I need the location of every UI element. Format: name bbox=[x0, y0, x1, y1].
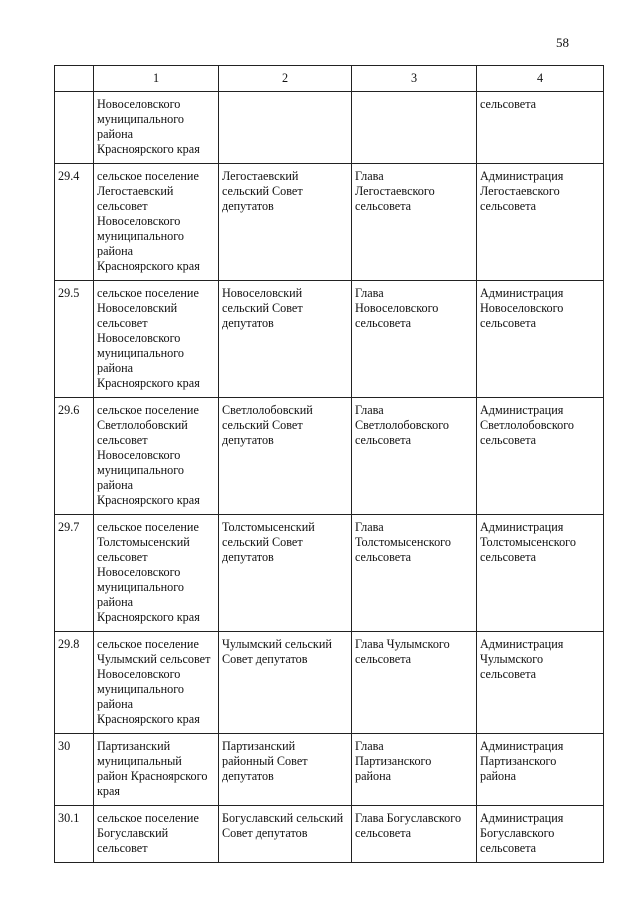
head-cell: Глава Новоселовского сельсовета bbox=[352, 281, 477, 398]
municipality-name-cell: сельское поселение Толстомысенский сельсовет Новоселовского муниципального района Красноярского края bbox=[94, 515, 219, 632]
administration-cell: сельсовета bbox=[477, 92, 604, 164]
header-cell-2: 2 bbox=[219, 66, 352, 92]
head-cell: Глава Чулымского сельсовета bbox=[352, 632, 477, 734]
row-number-cell bbox=[55, 92, 94, 164]
table-header-row bbox=[55, 66, 604, 92]
header-cell-1: 1 bbox=[94, 66, 219, 92]
page-number: 58 bbox=[556, 35, 569, 50]
row-number-cell: 29.6 bbox=[55, 398, 94, 515]
row-number-cell: 30 bbox=[55, 734, 94, 806]
head-cell: Глава Светлолобовского сельсовета bbox=[352, 398, 477, 515]
municipality-name-cell: сельское поселение Легостаевский сельсовет Новоселовского муниципального района Красноярского края bbox=[94, 164, 219, 281]
council-cell: Новоселовский сельский Совет депутатов bbox=[219, 281, 352, 398]
table-row bbox=[55, 632, 604, 734]
row-number-cell: 29.5 bbox=[55, 281, 94, 398]
administration-cell: Администрация Партизанского района bbox=[477, 734, 604, 806]
municipality-name-cell: сельское поселение Чулымский сельсовет Новоселовского муниципального района Красноярского края bbox=[94, 632, 219, 734]
municipality-name-cell: Партизанский муниципальный район Красноярского края bbox=[94, 734, 219, 806]
row-number-cell: 29.4 bbox=[55, 164, 94, 281]
row-number-cell: 30.1 bbox=[55, 806, 94, 863]
table-row bbox=[55, 806, 604, 863]
administration-cell: Администрация Богуславского сельсовета bbox=[477, 806, 604, 863]
council-cell: Богуславский сельский Совет депутатов bbox=[219, 806, 352, 863]
table-row bbox=[55, 515, 604, 632]
administration-cell: Администрация Новоселовского сельсовета bbox=[477, 281, 604, 398]
municipal-bodies-table bbox=[54, 65, 604, 863]
administration-cell: Администрация Толстомысенского сельсовета bbox=[477, 515, 604, 632]
council-cell: Толстомысенский сельский Совет депутатов bbox=[219, 515, 352, 632]
head-cell bbox=[352, 92, 477, 164]
administration-cell: Администрация Чулымского сельсовета bbox=[477, 632, 604, 734]
council-cell: Чулымский сельский Совет депутатов bbox=[219, 632, 352, 734]
administration-cell: Администрация Светлолобовского сельсовета bbox=[477, 398, 604, 515]
table-row bbox=[55, 398, 604, 515]
header-cell-4: 4 bbox=[477, 66, 604, 92]
table-row bbox=[55, 92, 604, 164]
municipality-name-cell: сельское поселение Богуславский сельсовет bbox=[94, 806, 219, 863]
table-row bbox=[55, 734, 604, 806]
head-cell: Глава Толстомысенского сельсовета bbox=[352, 515, 477, 632]
table-row bbox=[55, 164, 604, 281]
head-cell: Глава Легостаевского сельсовета bbox=[352, 164, 477, 281]
council-cell: Светлолобовский сельский Совет депутатов bbox=[219, 398, 352, 515]
council-cell bbox=[219, 92, 352, 164]
row-number-cell: 29.7 bbox=[55, 515, 94, 632]
table-row bbox=[55, 281, 604, 398]
municipality-name-cell: Новоселовского муниципального района Красноярского края bbox=[94, 92, 219, 164]
head-cell: Глава Богуславского сельсовета bbox=[352, 806, 477, 863]
council-cell: Легостаевский сельский Совет депутатов bbox=[219, 164, 352, 281]
administration-cell: Администрация Легостаевского сельсовета bbox=[477, 164, 604, 281]
header-cell-3: 3 bbox=[352, 66, 477, 92]
municipality-name-cell: сельское поселение Светлолобовский сельсовет Новоселовского муниципального района Красноярского края bbox=[94, 398, 219, 515]
row-number-cell: 29.8 bbox=[55, 632, 94, 734]
header-cell-number bbox=[55, 66, 94, 92]
council-cell: Партизанский районный Совет депутатов bbox=[219, 734, 352, 806]
head-cell: Глава Партизанского района bbox=[352, 734, 477, 806]
municipality-name-cell: сельское поселение Новоселовский сельсовет Новоселовского муниципального района Красноярского края bbox=[94, 281, 219, 398]
